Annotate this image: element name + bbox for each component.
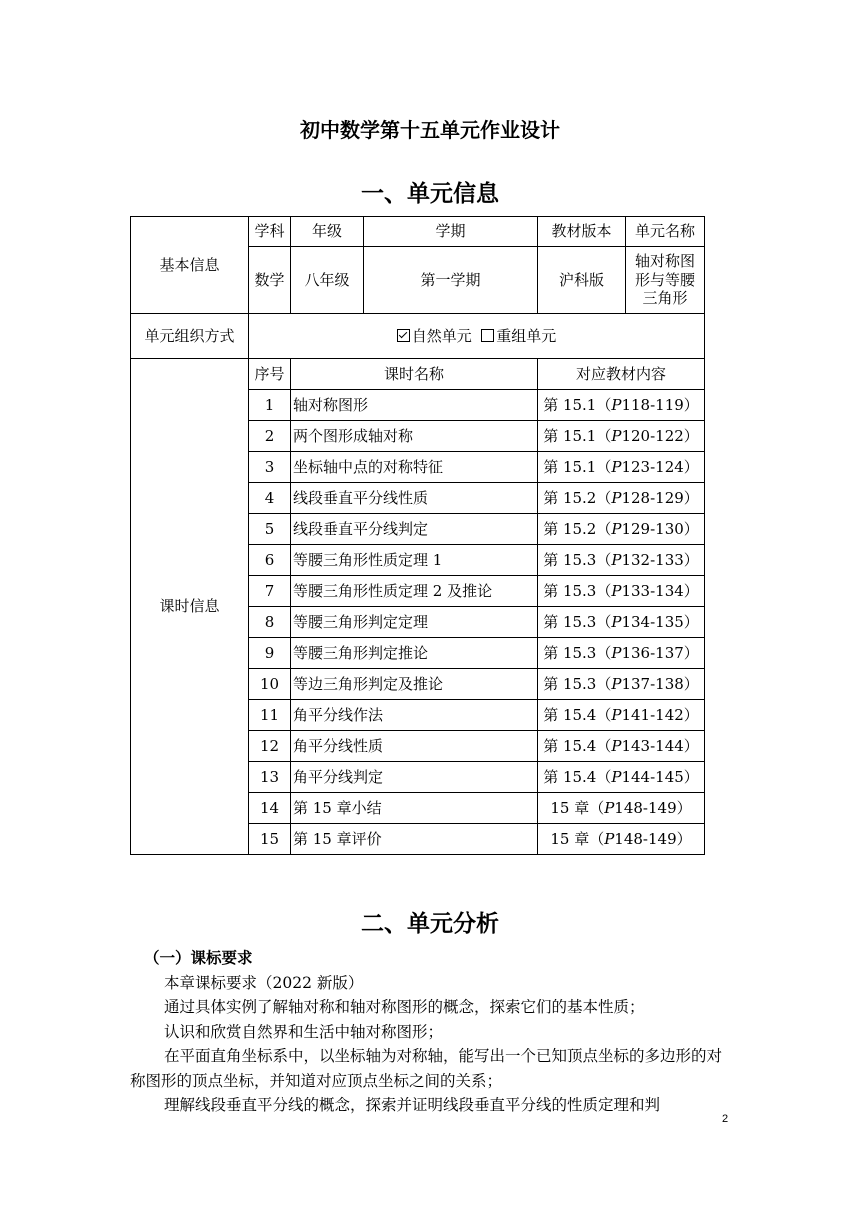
lesson-content xyxy=(538,607,705,638)
content-section: 第 15.1（ xyxy=(543,395,612,414)
option-regrouped-unit: 重组单元 xyxy=(496,326,557,345)
lesson-content xyxy=(538,700,705,731)
document-title: 初中数学第十五单元作业设计 xyxy=(300,118,560,142)
content-pages: 118-119） xyxy=(621,395,699,414)
lesson-content xyxy=(538,824,705,855)
header-subject: 学科 xyxy=(249,217,291,247)
analysis-body xyxy=(130,946,724,1118)
header-grade: 年级 xyxy=(291,217,364,247)
content-section: 第 15.4（ xyxy=(543,736,612,755)
content-section: 第 15.3（ xyxy=(543,581,612,600)
paragraph: 认识和欣赏自然界和生活中轴对称图形； xyxy=(164,1022,444,1041)
content-section: 15 章（ xyxy=(550,829,605,848)
content-page-prefix: P xyxy=(611,736,622,755)
content-section: 第 15.4（ xyxy=(543,705,612,724)
content-section: 第 15.2（ xyxy=(543,519,612,538)
content-page-prefix: P xyxy=(611,457,622,476)
lesson-no: 4 xyxy=(249,483,291,514)
unit-info-table xyxy=(130,216,705,855)
lesson-name: 第 15 章小结 xyxy=(291,793,538,824)
content-pages: 133-134） xyxy=(621,581,699,600)
lesson-no: 3 xyxy=(249,452,291,483)
header-lesson-name: 课时名称 xyxy=(291,359,538,390)
content-page-prefix: P xyxy=(604,829,615,848)
content-pages: 128-129） xyxy=(621,488,699,507)
lesson-content xyxy=(538,669,705,700)
content-pages: 144-145） xyxy=(621,767,699,786)
lesson-content xyxy=(538,762,705,793)
value-grade: 八年级 xyxy=(291,247,364,314)
lesson-content xyxy=(538,576,705,607)
value-semester: 第一学期 xyxy=(364,247,538,314)
lesson-name: 角平分线性质 xyxy=(291,731,538,762)
lesson-no: 1 xyxy=(249,390,291,421)
section-heading-unit-info: 一、单元信息 xyxy=(361,181,499,207)
content-pages: 120-122） xyxy=(621,426,699,445)
content-section: 第 15.3（ xyxy=(543,612,612,631)
content-page-prefix: P xyxy=(611,519,622,538)
content-pages: 143-144） xyxy=(621,736,699,755)
lesson-name: 等腰三角形性质定理 2 及推论 xyxy=(291,576,538,607)
paragraph: 理解线段垂直平分线的概念，探索并证明线段垂直平分线的性质定理和判 xyxy=(164,1096,661,1114)
lesson-content xyxy=(538,390,705,421)
content-section: 第 15.2（ xyxy=(543,488,612,507)
lesson-name: 等腰三角形判定定理 xyxy=(291,607,538,638)
content-pages: 141-142） xyxy=(621,705,699,724)
content-page-prefix: P xyxy=(611,550,622,569)
lesson-content xyxy=(538,731,705,762)
subheading-curriculum: （一）课标要求 xyxy=(144,949,253,967)
content-pages: 132-133） xyxy=(621,550,699,569)
content-page-prefix: P xyxy=(611,426,622,445)
content-section: 第 15.3（ xyxy=(543,643,612,662)
lesson-name: 两个图形成轴对称 xyxy=(291,421,538,452)
value-textbook: 沪科版 xyxy=(538,247,626,314)
lesson-name: 轴对称图形 xyxy=(291,390,538,421)
lesson-content xyxy=(538,452,705,483)
lesson-info-label: 课时信息 xyxy=(131,359,249,855)
content-page-prefix: P xyxy=(611,705,622,724)
org-options xyxy=(249,314,705,359)
value-unit-name: 轴对称图形与等腰三角形 xyxy=(626,247,705,314)
content-pages: 148-149） xyxy=(614,829,692,848)
content-section: 第 15.3（ xyxy=(543,550,612,569)
lesson-no: 13 xyxy=(249,762,291,793)
lesson-no: 9 xyxy=(249,638,291,669)
lesson-no: 8 xyxy=(249,607,291,638)
content-pages: 137-138） xyxy=(621,674,699,693)
content-page-prefix: P xyxy=(611,674,622,693)
content-section: 第 15.4（ xyxy=(543,767,612,786)
lesson-content xyxy=(538,483,705,514)
header-content: 对应教材内容 xyxy=(538,359,705,390)
header-no: 序号 xyxy=(249,359,291,390)
lesson-no: 7 xyxy=(249,576,291,607)
lesson-name: 第 15 章评价 xyxy=(291,824,538,855)
org-label: 单元组织方式 xyxy=(131,314,249,359)
content-section: 第 15.1（ xyxy=(543,426,612,445)
header-unit-name: 单元名称 xyxy=(626,217,705,247)
lesson-name: 等边三角形判定及推论 xyxy=(291,669,538,700)
lesson-content xyxy=(538,638,705,669)
lesson-no: 14 xyxy=(249,793,291,824)
page-number: 2 xyxy=(722,1113,729,1125)
content-page-prefix: P xyxy=(611,612,622,631)
content-pages: 134-135） xyxy=(621,612,699,631)
paragraph: 在平面直角坐标系中，以坐标轴为对称轴，能写出一个已知顶点坐标的多边形的对称图形的顶点坐标，并知道对应顶点坐标之间的关系； xyxy=(130,1047,723,1090)
lesson-name: 线段垂直平分线判定 xyxy=(291,514,538,545)
lesson-no: 10 xyxy=(249,669,291,700)
section-heading-unit-analysis: 二、单元分析 xyxy=(361,911,499,937)
header-textbook: 教材版本 xyxy=(538,217,626,247)
lesson-name: 坐标轴中点的对称特征 xyxy=(291,452,538,483)
content-page-prefix: P xyxy=(604,798,615,817)
content-pages: 129-130） xyxy=(621,519,699,538)
paragraph: 本章课标要求（2022 新版） xyxy=(164,973,364,992)
content-page-prefix: P xyxy=(611,581,622,600)
header-semester: 学期 xyxy=(364,217,538,247)
content-page-prefix: P xyxy=(611,488,622,507)
lesson-content xyxy=(538,793,705,824)
content-pages: 148-149） xyxy=(614,798,692,817)
value-subject: 数学 xyxy=(249,247,291,314)
lesson-no: 2 xyxy=(249,421,291,452)
lesson-name: 等腰三角形判定推论 xyxy=(291,638,538,669)
lesson-no: 5 xyxy=(249,514,291,545)
lesson-name: 角平分线作法 xyxy=(291,700,538,731)
content-section: 第 15.3（ xyxy=(543,674,612,693)
lesson-name: 等腰三角形性质定理 1 xyxy=(291,545,538,576)
paragraph: 通过具体实例了解轴对称和轴对称图形的概念，探索它们的基本性质； xyxy=(164,998,645,1016)
content-section: 15 章（ xyxy=(550,798,605,817)
lesson-name: 线段垂直平分线性质 xyxy=(291,483,538,514)
checkbox-checked-icon[interactable] xyxy=(397,329,410,342)
lesson-no: 11 xyxy=(249,700,291,731)
lesson-no: 6 xyxy=(249,545,291,576)
lesson-content xyxy=(538,545,705,576)
content-page-prefix: P xyxy=(611,767,622,786)
lesson-content xyxy=(538,421,705,452)
checkbox-empty-icon[interactable] xyxy=(481,329,494,342)
content-section: 第 15.1（ xyxy=(543,457,612,476)
lesson-no: 12 xyxy=(249,731,291,762)
option-natural-unit: 自然单元 xyxy=(411,326,472,345)
content-page-prefix: P xyxy=(611,395,622,414)
lesson-content xyxy=(538,514,705,545)
content-pages: 123-124） xyxy=(621,457,699,476)
basic-info-label: 基本信息 xyxy=(131,217,249,314)
content-page-prefix: P xyxy=(611,643,622,662)
lesson-no: 15 xyxy=(249,824,291,855)
content-pages: 136-137） xyxy=(621,643,699,662)
lesson-name: 角平分线判定 xyxy=(291,762,538,793)
